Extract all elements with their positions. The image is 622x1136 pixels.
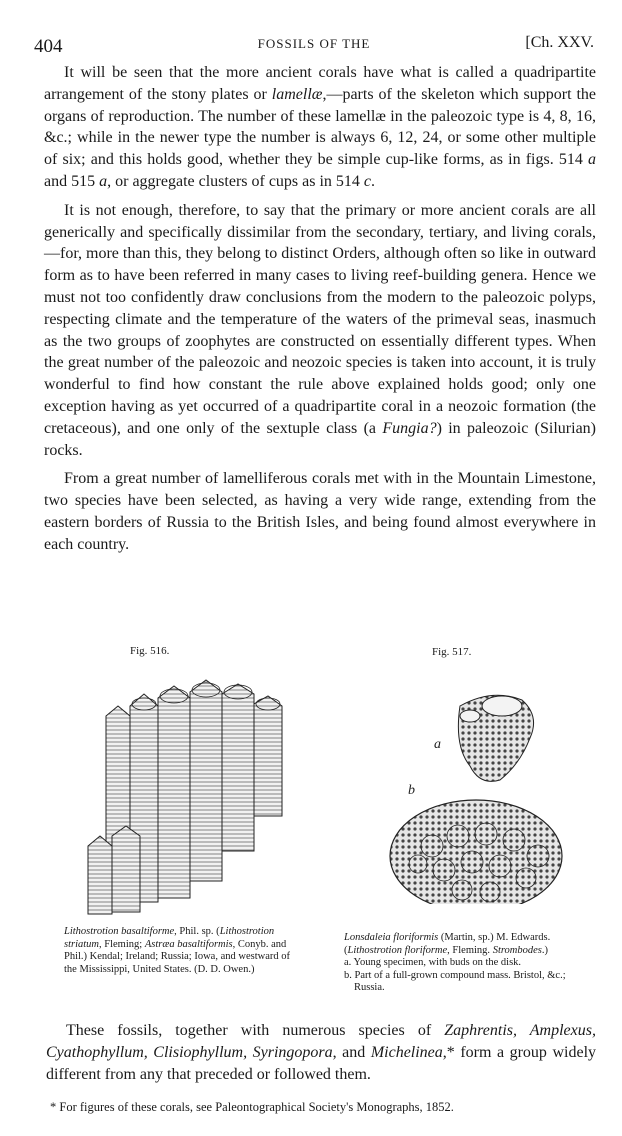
italic-term: c [363,172,372,190]
caption-item-a: a. Young specimen, with buds on the disk. [344,957,522,968]
text-run: These fossils, together with numerous species of [66,1022,445,1039]
body-text [44,62,596,563]
italic-term: Michelinea [370,1044,443,1061]
figure-516-caption [64,926,304,976]
caption-italic: Lithostrotion basaltiforme [64,926,175,937]
caption-italic: Strombodes [492,944,542,956]
text-run: It will be seen that the more ancient corals have what is called a quadripartite arrangement of the stony plates or [44,64,596,103]
specimen-b-label: b [408,783,415,798]
paragraph-quadripartite [44,62,596,193]
caption-item-b: b. Part of a full-grown compound mass. Bristol, &c.; Russia. [344,969,566,993]
text-run: ,—parts of the skeleton which support the organs of reproduction. The number of these lamellæ in the paleozoic type is 4, 8, 16, &c.; while in the newer type the number is always 6, 12, 24, or some other multiple of six; and this holds good, whether they be simple cup-like forms, as in figs. 514 [44,85,596,169]
figure-516-coral-columns [86,676,286,916]
running-title: FOSSILS OF THE [257,36,371,51]
text-run: ,* form a group widely different from any that preceded or followed them. [46,1044,597,1083]
italic-term: lamellæ [271,85,323,103]
caption-italic: Lonsdaleia floriformis [344,932,439,943]
paragraph-closing [46,1020,596,1086]
figure-517-coral-specimens [382,676,568,904]
italic-term: a [588,151,596,169]
caption-italic: Astræa basaltiformis [144,938,233,950]
chapter-reference: [Ch. XXV. [525,34,594,51]
page-number: 404 [34,36,63,57]
figure-517-label: Fig. 517. [432,646,472,658]
caption-text: .) [541,944,549,956]
text-run: . [371,172,376,190]
text-run: It is not enough, therefore, to say that the primary or more ancient corals are all generically and specifically dissimilar from the secondary, tertiary, and living corals,—for, more than this, they belong to distinct Orders, although often so like in outward form as to have been referred in many cases to living reef-building genera. Hence we must not too confidently draw conclusions from the modern to the paleozoic polyps, respecting climate and the temperature of the waters of the primeval seas, inasmuch as the two groups of zoophytes are constructed on essentially different types. When the great number of the paleozoic and neozoic species is taken into account, it is truly wonderful to find how constant the rule above explained holds good; only one exception having as yet occurred of a quadripartite coral in a neozoic formation (the cretaceous), and one only of the sextuple class (a [44,201,596,437]
figure-517-caption [344,932,590,995]
text-run: , or aggregate clusters of cups as in 514 [107,172,364,190]
caption-text: , Conyb. and Phil.) Kendal; Ireland; Russia; Iowa, and westward of the Mississippi, United States. (D. D. Owen.) [64,938,290,975]
text-run: and 515 [44,172,100,190]
caption-text: , Fleming; [99,938,145,950]
italic-term: a [99,172,108,190]
page-header [34,30,594,56]
text-run: ) in paleozoic (Silurian) rocks. [44,419,596,459]
specimen-b [390,800,562,904]
caption-italic: Lithostrotion floriforme [347,944,448,956]
specimen-a [458,695,533,781]
caption-text: (Martin, sp.) M. Edwards. ( [344,932,551,956]
italic-term: Zaphrentis, Amplexus, Cyathophyllum, Clisiophyllum, Syringopora [46,1022,596,1061]
italic-term: Fungia? [382,419,437,437]
figure-516-label: Fig. 516. [130,645,170,657]
paragraph-orders [44,200,596,462]
caption-text: , Fleming. [447,944,493,956]
caption-italic: Lithostrotion striatum [64,926,275,950]
footnote: * For figures of these corals, see Paleontographical Society's Monographs, 1852. [50,1100,454,1114]
text-run: , and [332,1044,371,1061]
specimen-a-label: a [434,737,441,752]
paragraph-mountain-limestone: From a great number of lamelliferous corals met with in the Mountain Limestone, two species have been selected, as having a very wide range, extending from the eastern borders of Russia to the British Isles, and being found almost everywhere in each country. [44,470,596,553]
caption-text: , Phil. sp. ( [174,926,220,937]
caption-main [344,932,590,957]
